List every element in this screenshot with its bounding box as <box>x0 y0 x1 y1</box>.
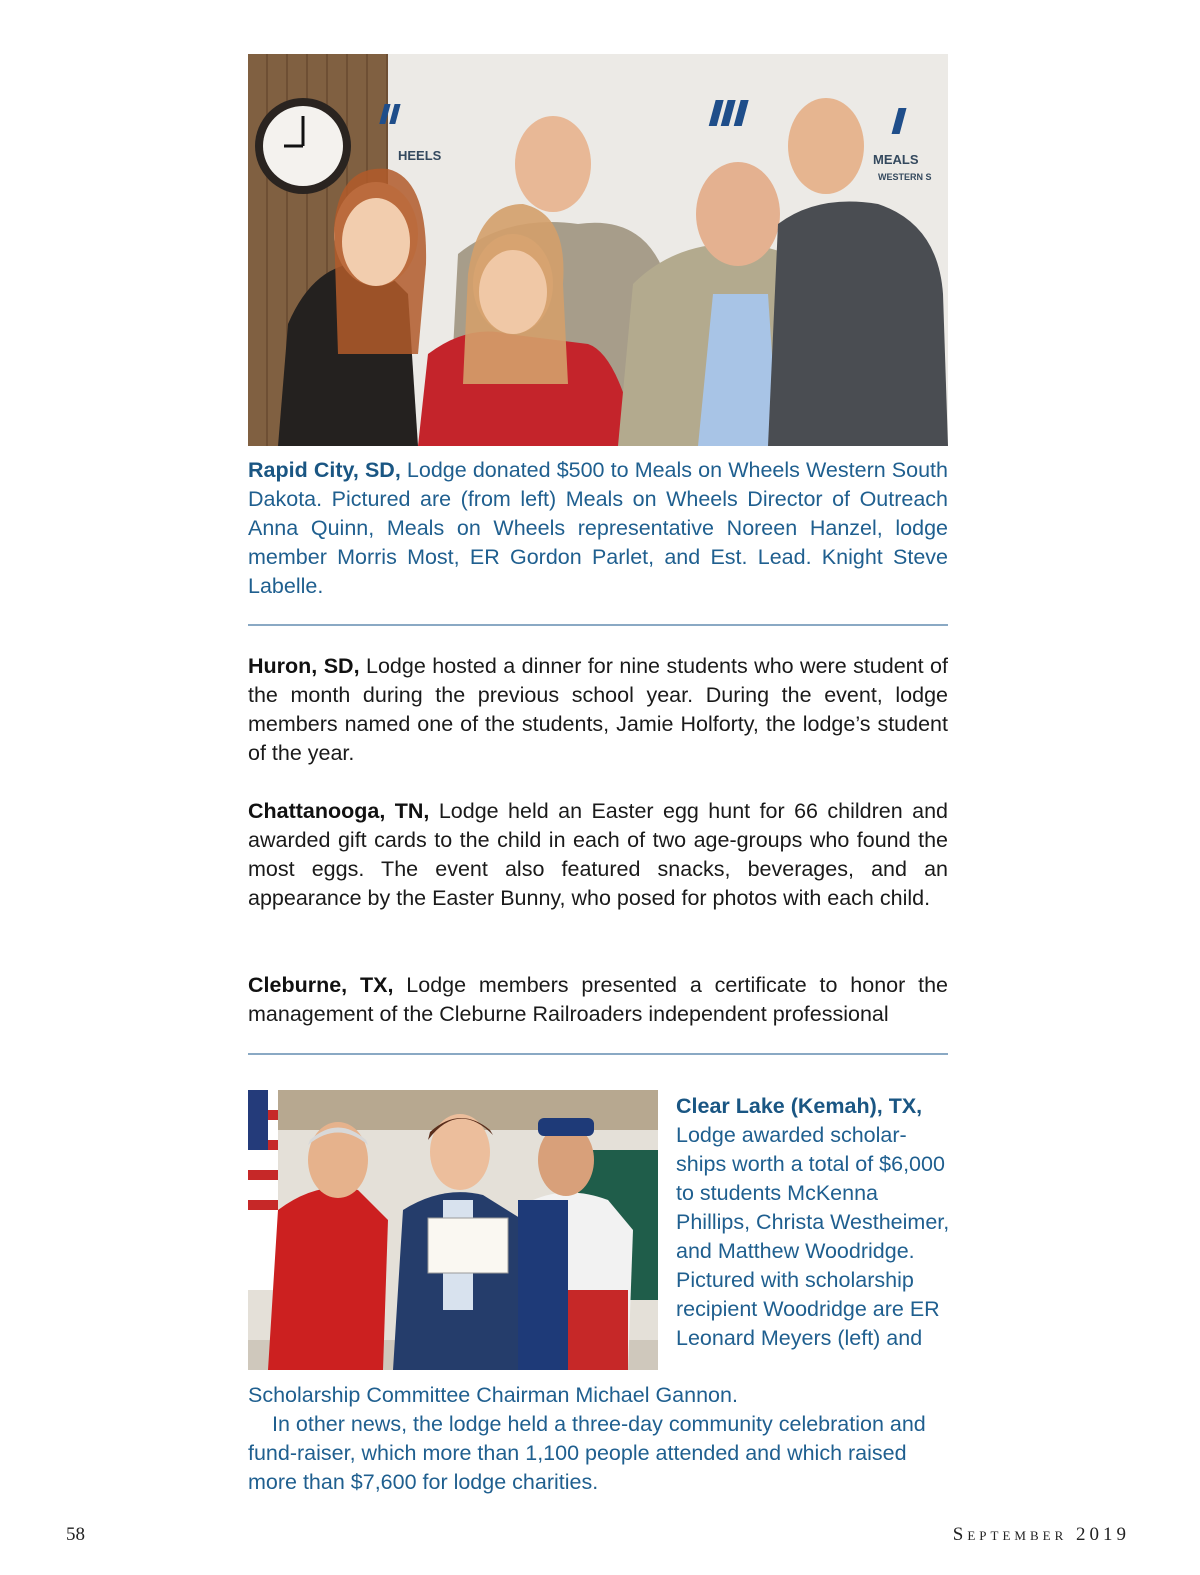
caption-clear-lake-other-news: In other news, the lodge held a three-day community celebration and fund-raiser, which more than 1,100 people attended and which raised more than $7,600 for lodge charities. <box>248 1412 926 1494</box>
caption-text: Lodge awarded scholar-ships worth a total of $6,000 to students McKenna Phillips, Christa Westheimer, and Matthew Woodridge. Pictured with scholarship recipient Woodridge are ER Leonard Meyers (left) and <box>676 1123 950 1350</box>
story-cleburne <box>248 971 948 1029</box>
caption-text: Lodge donated $500 to Meals on Wheels Western South Dakota. Pictured are (from left) Meals on Wheels Director of Outreach Anna Quinn, Meals on Wheels representative Noreen Hanzel, lodge member Morris Most, ER Gordon Parlet, and Est. Lead. Knight Steve Labelle. <box>248 458 948 598</box>
caption-lead: Clear Lake (Kemah), TX, <box>676 1094 923 1118</box>
group-photo-illustration <box>248 54 948 446</box>
group-photo-meals-on-wheels <box>248 54 948 446</box>
banner-text: HEELS <box>398 148 442 163</box>
page-number: 58 <box>66 1524 85 1545</box>
story-lead: Cleburne, TX, <box>248 973 394 997</box>
story-text: Lodge members presented a certificate to honor the management of the Cleburne Railroaders independent professional <box>248 973 948 1026</box>
issue-date: September 2019 <box>952 1524 1130 1545</box>
banner-text: WESTERN S <box>878 172 932 182</box>
caption-clear-lake-continued: Scholarship Committee Chairman Michael Gannon. <box>248 1383 738 1407</box>
divider <box>248 1053 948 1055</box>
caption-lead: Rapid City, SD, <box>248 458 401 482</box>
caption-clear-lake <box>676 1092 956 1353</box>
caption-rapid-city <box>248 456 948 601</box>
story-text: Lodge held an Easter egg hunt for 66 children and awarded gift cards to the child in each of two age-groups who found the most eggs. The event also featured snacks, beverages, and an appearance by the Easter Bunny, who posed for photos with each child. <box>248 799 949 910</box>
scholarship-photo-illustration <box>248 1090 658 1370</box>
story-lead: Chattanooga, TN, <box>248 799 430 823</box>
banner-text: MEALS <box>873 152 919 167</box>
story-huron <box>248 652 948 768</box>
scholarship-photo <box>248 1090 658 1370</box>
divider <box>248 624 948 626</box>
story-text: Lodge hosted a dinner for nine students who were student of the month during the previous school year. During the event, lodge members named one of the students, Jamie Holforty, the lodge’s student of the year. <box>248 654 948 765</box>
story-chattanooga <box>248 797 948 913</box>
story-lead: Huron, SD, <box>248 654 360 678</box>
